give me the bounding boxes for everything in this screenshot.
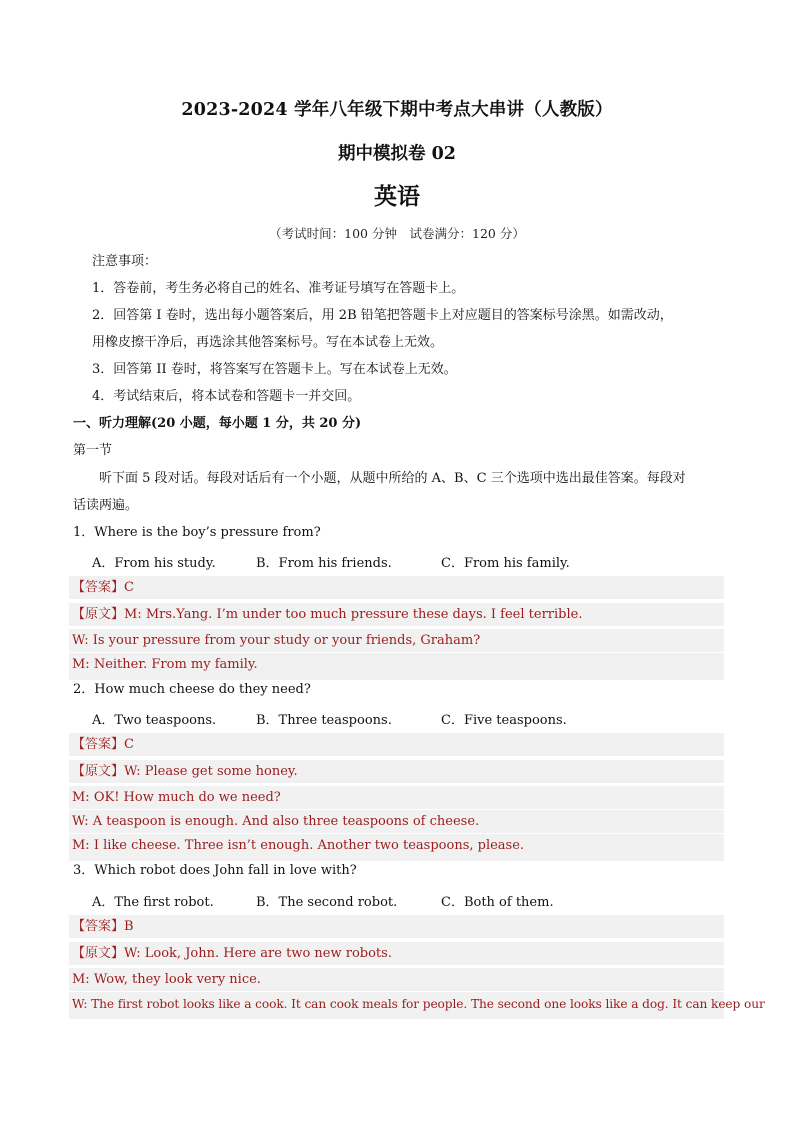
question-3-answer-row: [69, 915, 724, 939]
question-1-script-line-2: W: Is your pressure from your study or your friends, Graham?: [72, 633, 481, 648]
question-1-option-b: B．From his friends.: [256, 556, 392, 571]
exam-info: （考试时间：100 分钟 试卷满分：120 分）: [269, 226, 525, 241]
question-3-stem: 3．Which robot does John fall in love with?: [73, 863, 357, 878]
question-3-script-line-2: M: Wow, they look very nice.: [72, 972, 261, 987]
question-2-script-line-2: M: OK! How much do we need?: [72, 790, 281, 805]
question-2-option-a: A．Two teaspoons.: [92, 713, 217, 728]
question-3-answer: [72, 918, 134, 936]
script-tag: 【原文】: [72, 946, 125, 961]
section-instructions-cont: 话读两遍。: [73, 498, 139, 513]
section-part: 第一节: [73, 443, 113, 458]
answer-value: C: [124, 580, 134, 595]
answer-tag: 【答案】: [72, 737, 125, 752]
note-item-1: 1．答卷前，考生务必将自己的姓名、准考证号填写在答题卡上。: [92, 281, 465, 296]
answer-tag: 【答案】: [72, 919, 125, 934]
question-2-stem: 2．How much cheese do they need?: [73, 682, 311, 697]
question-1-option-c: C．From his family.: [441, 556, 570, 571]
question-1-script-line-3: M: Neither. From my family.: [72, 657, 258, 672]
note-item-2: 2．回答第 I 卷时，选出每小题答案后，用 2B 铅笔把答题卡上对应题目的答案标号涂黑。如需改动，: [92, 308, 673, 323]
subject-title: 英语: [374, 183, 420, 210]
question-1-stem: 1．Where is the boy’s pressure from?: [73, 525, 321, 540]
answer-value: B: [124, 919, 134, 934]
page-title: 2023-2024 学年八年级下期中考点大串讲（人教版）: [181, 100, 613, 120]
question-2-script-line-1: [72, 763, 298, 781]
script-tag: 【原文】: [72, 607, 125, 622]
note-item-4: 4．考试结束后，将本试卷和答题卡一并交回。: [92, 389, 361, 404]
page-subtitle: 期中模拟卷 02: [338, 144, 456, 164]
script-text: M: Mrs.Yang. I’m under too much pressure these days. I feel terrible.: [124, 607, 583, 622]
question-1-answer-row: [69, 576, 724, 600]
section-instructions: 听下面 5 段对话。每段对话后有一个小题，从题中所给的 A、B、C 三个选项中选出最佳答案。每段对: [99, 471, 686, 486]
question-2-answer-row: [69, 733, 724, 757]
note-item-3: 3．回答第 II 卷时，将答案写在答题卡上。写在本试卷上无效。: [92, 362, 457, 377]
note-item-2-cont: 用橡皮擦干净后，再选涂其他答案标号。写在本试卷上无效。: [92, 335, 444, 350]
question-3-option-c: C．Both of them.: [441, 895, 554, 910]
question-3-script-line-1: [72, 945, 392, 963]
question-2-script-line-3: W: A teaspoon is enough. And also three teaspoons of cheese.: [72, 814, 480, 829]
answer-value: C: [124, 737, 134, 752]
script-tag: 【原文】: [72, 764, 125, 779]
question-1-script-line-1: [72, 606, 582, 624]
script-text: W: Look, John. Here are two new robots.: [124, 946, 392, 961]
answer-tag: 【答案】: [72, 580, 125, 595]
question-1-option-a: A．From his study.: [92, 556, 216, 571]
question-1-answer: [72, 579, 134, 597]
script-text: W: Please get some honey.: [124, 764, 298, 779]
question-3-script-line-3: W: The first robot looks like a cook. It can cook meals for people. The second one looks like a dog. It can keep our: [72, 997, 765, 1011]
section-heading: 一、听力理解(20 小题，每小题 1 分，共 20 分): [73, 416, 362, 431]
notes-heading: 注意事项：: [92, 254, 158, 269]
question-2-script-line-4: M: I like cheese. Three isn’t enough. Another two teaspoons, please.: [72, 838, 525, 853]
question-2-option-b: B．Three teaspoons.: [256, 713, 392, 728]
question-3-option-a: A．The first robot.: [92, 895, 214, 910]
question-2-option-c: C．Five teaspoons.: [441, 713, 567, 728]
question-2-answer: [72, 736, 134, 754]
question-3-option-b: B．The second robot.: [256, 895, 398, 910]
